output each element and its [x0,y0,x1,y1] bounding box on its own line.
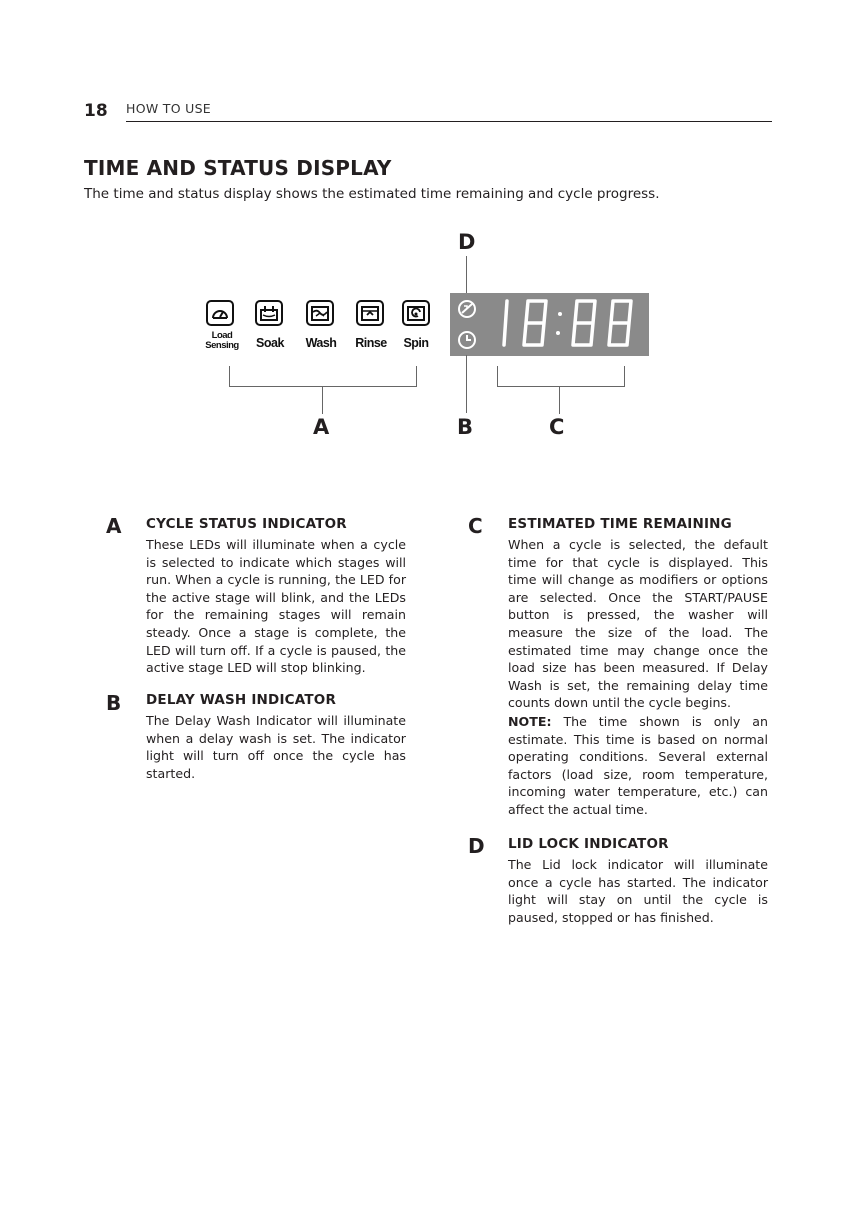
callout-d: D [458,230,476,254]
desc-c-body: When a cycle is selected, the default time for that cycle is displayed. This time will change as modifiers or options are selected. Once the START/PAUSE button is pressed, the washer will measure the size of the load. The estimated time may change once the load size has been measured. If Delay Wash is set, the remaining delay time counts down until the cycle begins. [508,537,768,711]
wash-label: Wash [305,336,337,350]
bracket-a-stem [322,386,323,414]
spin-icon [402,300,430,326]
rinse-label: Rinse [355,336,387,350]
bracket-a-base [229,386,417,387]
page-title: TIME AND STATUS DISPLAY [84,156,392,180]
header-divider [126,121,772,122]
note-body: The time shown is only an estimate. This time is based on normal operating conditions. Several external factors (load size, room temperature, incoming water temperature, etc.) can affect the actual time. [508,714,768,817]
desc-c-heading: ESTIMATED TIME REMAINING [508,516,732,532]
desc-d-body: The Lid lock indicator will illuminate once a cycle has started. The indicator light will stay on until the cycle is paused, stopped or has finished. [508,857,768,925]
bracket-a-right [416,366,417,386]
callout-d-line [466,256,467,296]
page-number: 18 [84,101,108,121]
rinse-icon [356,300,384,326]
desc-c-note [508,713,768,819]
desc-a-letter: A [106,514,122,538]
bracket-c-left [497,366,498,386]
soak-label: Soak [256,336,284,350]
time-digits [504,301,631,345]
desc-b-letter: B [106,691,122,715]
bracket-c-right [624,366,625,386]
lid-lock-icon [459,301,475,317]
callout-b-line [466,355,467,413]
load-sensing-label [202,331,242,351]
note-label: NOTE: [508,714,552,729]
load-label-line2: Sensing [205,340,239,351]
desc-c-letter: C [468,514,483,538]
intro-text: The time and status display shows the estimated time remaining and cycle progress. [84,186,660,202]
bracket-c-stem [559,386,560,414]
desc-a-heading: CYCLE STATUS INDICATOR [146,516,347,532]
callout-a: A [313,415,330,439]
spin-label: Spin [403,336,429,350]
desc-b-heading: DELAY WASH INDICATOR [146,692,337,708]
section-title: HOW TO USE [126,101,212,116]
load-sensing-icon [206,300,234,326]
desc-b-body: The Delay Wash Indicator will illuminate when a delay wash is set. The indicator light will turn off once the cycle has started. [146,713,406,781]
callout-b: B [457,415,474,439]
clock-icon [459,332,475,348]
desc-d-letter: D [468,834,485,858]
desc-d-heading: LID LOCK INDICATOR [508,836,669,852]
load-label-line1: Load [211,330,233,341]
time-status-display [450,293,649,356]
soak-icon [255,300,283,326]
bracket-c-base [497,386,625,387]
desc-a-body: These LEDs will illuminate when a cycle is selected to indicate which stages will run. When a cycle is running, the LED for the active stage will blink, and the LEDs for the remaining stages will remain steady. Once a stage is complete, the LED will turn off. If a cycle is paused, the active stage LED will stop blinking. [146,537,406,676]
wash-icon [306,300,334,326]
callout-c: C [549,415,565,439]
bracket-a-left [229,366,230,386]
